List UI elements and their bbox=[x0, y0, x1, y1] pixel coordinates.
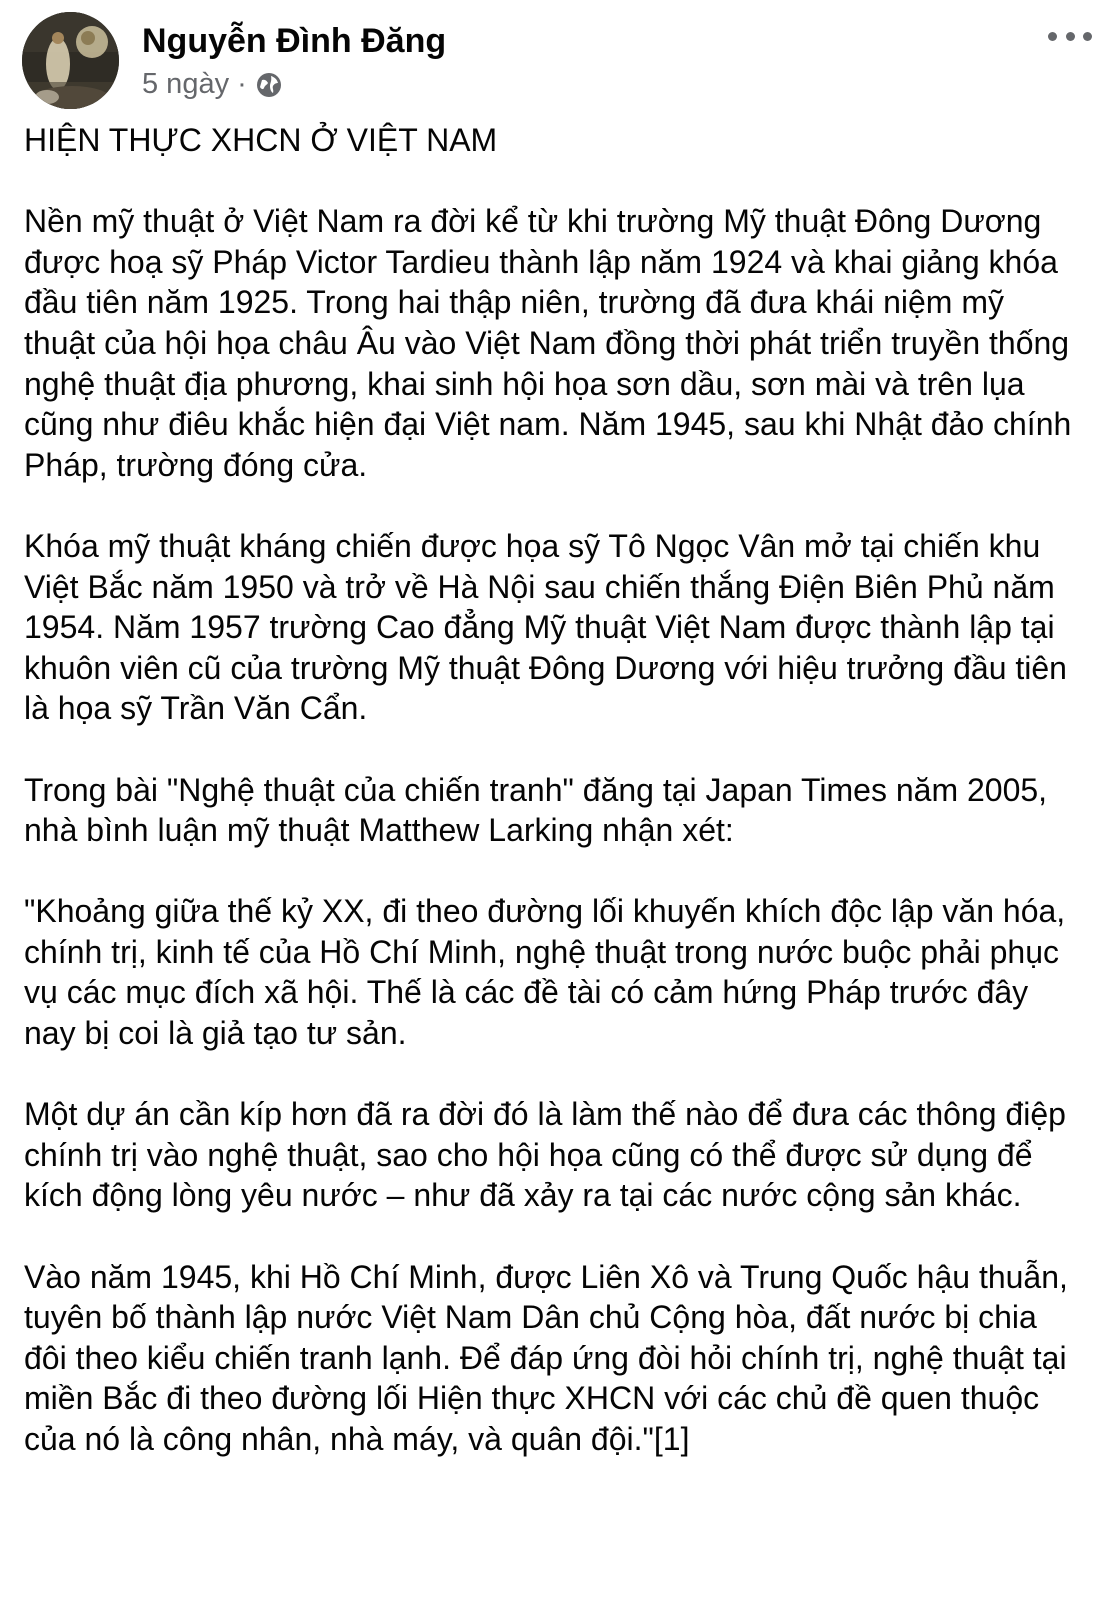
globe-icon[interactable] bbox=[255, 71, 283, 99]
post-paragraph: Khóa mỹ thuật kháng chiến được họa sỹ Tô Ngọc Vân mở tại chiến khu Việt Bắc năm 1950 và trở về Hà Nội sau chiến thắng Điện Biên Phủ năm 1954. Năm 1957 trường Cao đẳng Mỹ thuật Việt Nam được thành lập tại khuôn viên cũ của trường Mỹ thuật Đông Dương với hiệu trưởng đầu tiên là họa sỹ Trần Văn Cẩn. bbox=[24, 527, 1067, 727]
post-paragraph: Trong bài "Nghệ thuật của chiến tranh" đăng tại Japan Times năm 2005, nhà bình luận mỹ thuật Matthew Larking nhận xét: bbox=[24, 771, 1048, 849]
post-paragraph: Nền mỹ thuật ở Việt Nam ra đời kể từ khi trường Mỹ thuật Đông Dương được hoạ sỹ Pháp Victor Tardieu thành lập năm 1924 và khai giảng khóa đầu tiên năm 1925. Trong hai thập niên, trường đã đưa khái niệm mỹ thuật của hội họa châu Âu vào Việt Nam đồng thời phát triển truyền thống nghệ thuật địa phương, khai sinh hội họa sơn dầu, sơn mài và trên lụa cũng như điêu khắc hiện đại Việt nam. Năm 1945, sau khi Nhật đảo chính Pháp, trường đóng cửa. bbox=[24, 203, 1072, 483]
post-content bbox=[24, 120, 1084, 1460]
post-paragraph: "Khoảng giữa thế kỷ XX, đi theo đường lối khuyến khích độc lập văn hóa, chính trị, kinh tế của Hồ Chí Minh, nghệ thuật trong nước buộc phải phục vụ các mục đích xã hội. Thế là các đề tài có cảm hứng Pháp trước đây nay bị coi là giả tạo tư sản. bbox=[24, 893, 1066, 1052]
more-dot bbox=[1048, 32, 1057, 41]
more-dot bbox=[1066, 32, 1075, 41]
avatar[interactable] bbox=[22, 12, 119, 109]
post-header bbox=[22, 10, 1092, 110]
post-paragraph: Một dự án cần kíp hơn đã ra đời đó là làm thế nào để đưa các thông điệp chính trị vào nghệ thuật, sao cho hội họa cũng có thể được sử dụng để kích động lòng yêu nước – như đã xảy ra tại các nước cộng sản khác. bbox=[24, 1096, 1066, 1214]
more-options-icon[interactable] bbox=[1048, 24, 1092, 48]
post-timestamp[interactable]: 5 ngày bbox=[142, 68, 230, 100]
more-dot bbox=[1083, 32, 1092, 41]
post-title: HIỆN THỰC XHCN Ở VIỆT NAM bbox=[24, 122, 498, 158]
meta-separator: · bbox=[237, 68, 247, 100]
post-meta bbox=[142, 68, 283, 101]
avatar-image bbox=[22, 12, 119, 109]
author-name[interactable]: Nguyễn Đình Đăng bbox=[142, 22, 447, 60]
post-paragraph: Vào năm 1945, khi Hồ Chí Minh, được Liên Xô và Trung Quốc hậu thuẫn, tuyên bố thành lập nước Việt Nam Dân chủ Cộng hòa, đất nước bị chia đôi theo kiểu chiến tranh lạnh. Để đáp ứng đòi hỏi chính trị, nghệ thuật tại miền Bắc đi theo đường lối Hiện thực XHCN với các chủ đề quen thuộc của nó là công nhân, nhà máy, và quân đội."[1] bbox=[24, 1258, 1068, 1457]
